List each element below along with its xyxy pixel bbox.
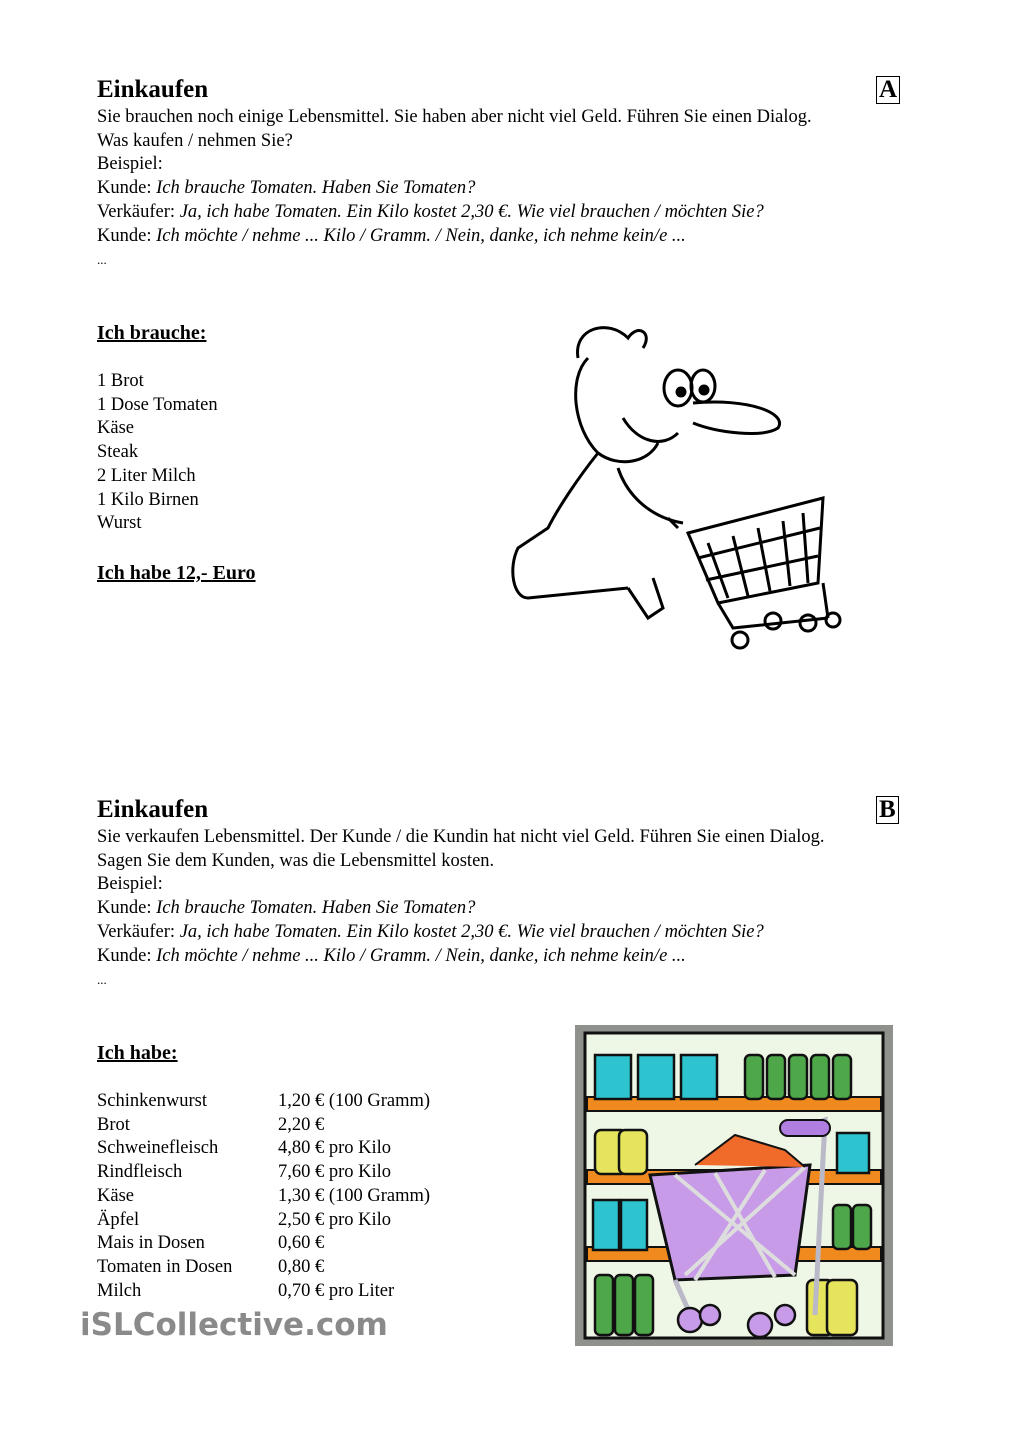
price-cell: 2,20 € [278, 1114, 325, 1135]
budget-heading: Ich habe 12,- Euro [97, 562, 256, 584]
dialog-line [97, 177, 812, 201]
item-cell: Brot [97, 1114, 130, 1135]
price-cell: 0,70 € pro Liter [278, 1280, 395, 1301]
table-row [97, 1185, 430, 1209]
dialog-text: Ich brauche Tomaten. Haben Sie Tomaten? [156, 898, 476, 919]
price-cell: 0,60 € [278, 1233, 325, 1254]
item-cell: Äpfel [97, 1209, 140, 1230]
intro-line: Sie verkaufen Lebensmittel. Der Kunde / die Kundin hat nicht viel Geld. Führen Sie einen Dialog. [97, 827, 825, 847]
section-b-badge: B [876, 796, 899, 824]
list-item: 1 Brot [97, 371, 144, 391]
shopping-list-heading: Ich brauche: [97, 322, 207, 344]
price-cell: 4,80 € pro Kilo [278, 1138, 392, 1159]
table-row [97, 1137, 430, 1161]
dialog-text: Ich möchte / nehme ... Kilo / Gramm. / Nein, danke, ich nehme kein/e ... [156, 225, 686, 246]
dialog-text: Ja, ich habe Tomaten. Ein Kilo kostet 2,30 €. Wie viel brauchen / möchten Sie? [179, 921, 764, 942]
dialog-line [97, 921, 824, 945]
ellipsis: ... [97, 972, 107, 988]
dialog-text: Ja, ich habe Tomaten. Ein Kilo kostet 2,30 €. Wie viel brauchen / möchten Sie? [179, 201, 764, 222]
dialog-text: Ich möchte / nehme ... Kilo / Gramm. / Nein, danke, ich nehme kein/e ... [156, 945, 686, 966]
item-cell: Rindfleisch [97, 1162, 183, 1183]
price-cell: 1,20 € (100 Gramm) [278, 1091, 431, 1111]
speaker: Kunde: [97, 898, 152, 919]
intro-line: Sagen Sie dem Kunden, was die Lebensmittel kosten. [97, 850, 495, 871]
item-cell: Schinkenwurst [97, 1091, 207, 1111]
section-a-badge: A [876, 76, 900, 104]
speaker: Verkäufer: [97, 201, 176, 222]
item-cell: Mais in Dosen [97, 1233, 205, 1254]
dialog-line [97, 897, 824, 921]
section-a-title: Einkaufen [97, 76, 209, 103]
table-row [97, 1090, 430, 1114]
list-item: Käse [97, 418, 134, 439]
table-row [97, 1114, 430, 1138]
price-list-heading: Ich habe: [97, 1042, 178, 1064]
section-a-instructions [97, 106, 812, 272]
speaker: Kunde: [97, 225, 152, 246]
intro-line: Was kaufen / nehmen Sie? [97, 130, 293, 151]
speaker: Kunde: [97, 945, 152, 966]
list-item: 1 Dose Tomaten [97, 394, 218, 415]
watermark: iSLCollective.com [80, 1307, 388, 1343]
dialog-line [97, 201, 812, 225]
ellipsis: ... [97, 252, 107, 268]
item-cell: Milch [97, 1280, 142, 1301]
item-cell: Schweinefleisch [97, 1138, 219, 1159]
list-item: Steak [97, 442, 139, 463]
list-item: Wurst [97, 513, 142, 534]
price-table [97, 1090, 430, 1303]
table-row [97, 1232, 430, 1256]
speaker: Verkäufer: [97, 921, 176, 942]
price-cell: 7,60 € pro Kilo [278, 1162, 392, 1183]
price-cell: 1,30 € (100 Gramm) [278, 1185, 431, 1206]
dialog-line [97, 945, 824, 969]
list-item: 1 Kilo Birnen [97, 489, 199, 510]
list-item: 2 Liter Milch [97, 465, 196, 486]
supermarket-shelf-image [575, 1025, 893, 1346]
shopping-list [97, 370, 218, 536]
example-label: Beispiel: [97, 874, 163, 895]
price-cell: 0,80 € [278, 1256, 325, 1277]
speaker: Kunde: [97, 178, 152, 199]
cartoon-shopper-image [478, 318, 868, 653]
dialog-line [97, 225, 812, 249]
intro-line: Sie brauchen noch einige Lebensmittel. Sie haben aber nicht viel Geld. Führen Sie einen Dialog. [97, 107, 812, 127]
dialog-text: Ich brauche Tomaten. Haben Sie Tomaten? [156, 178, 476, 199]
section-b-title: Einkaufen [97, 796, 209, 823]
item-cell: Tomaten in Dosen [97, 1256, 233, 1277]
price-cell: 2,50 € pro Kilo [278, 1209, 392, 1230]
example-label: Beispiel: [97, 154, 163, 175]
table-row [97, 1161, 430, 1185]
table-row [97, 1256, 430, 1280]
table-row [97, 1280, 430, 1304]
table-row [97, 1209, 430, 1233]
section-b-instructions [97, 826, 824, 992]
item-cell: Käse [97, 1185, 134, 1206]
